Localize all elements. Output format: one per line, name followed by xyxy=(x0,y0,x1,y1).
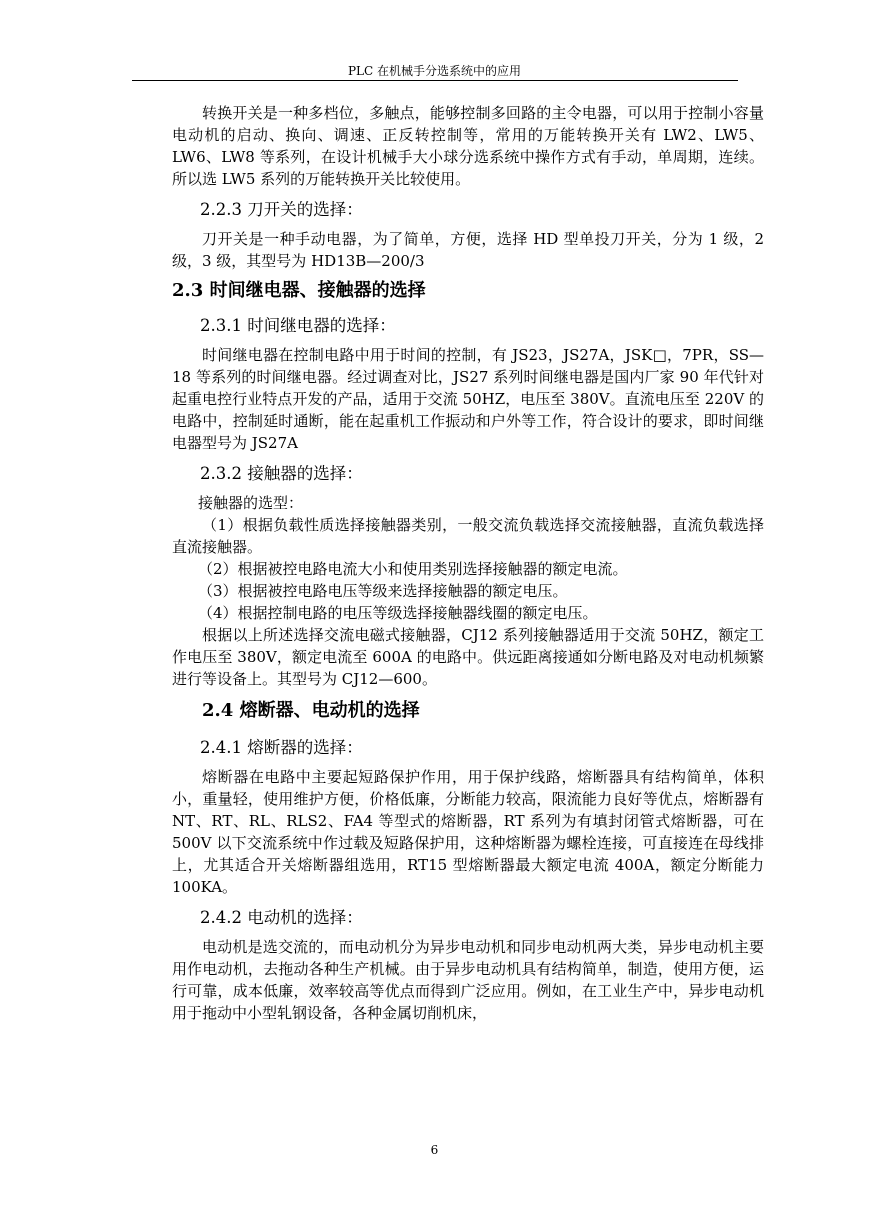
switch-paragraph: 转换开关是一种多档位，多触点，能够控制多回路的主令电器，可以用于控制小容量电动机的启动、换向、调速、正反转控制等，常用的万能转换开关有 LW2、LW5、LW6、LW8 等系列，在设计机械手大小球分选系统中操作方式有手动，单周期，连续。所以选 LW5 系列的万能转换开关比较使用。 xyxy=(172,104,764,188)
contactor-paragraph: 根据以上所述选择交流电磁式接触器，CJ12 系列接触器适用于交流 50HZ，额定工作电压至 380V，额定电流至 600A 的电路中。供远距离接通如分断电路及对电动机频繁进行等设备上。其型号为 CJ12—600。 xyxy=(172,626,764,688)
contactor-item-4: （4）根据控制电路的电压等级选择接触器线圈的额定电压。 xyxy=(198,604,598,622)
contactor-intro: 接触器的选型： xyxy=(198,494,304,512)
heading-2-3-1: 2.3.1 时间继电器的选择： xyxy=(200,316,396,335)
running-header: PLC 在机械手分选系统中的应用 xyxy=(347,64,522,78)
time-relay-paragraph: 时间继电器在控制电路中用于时间的控制，有 JS23，JS27A，JSK□，7PR，SS—18 等系列的时间继电器。经过调查对比，JS27 系列时间继电器是国内厂家 90 年代针对起重电控行业特点开发的产品，适用于交流 50HZ，电压至 380V。直流电压至 220V 的电路中，控制延时通断，能在起重机工作振动和户外等工作，符合设计的要求，即时间继电器型号为 JS27A xyxy=(172,346,764,452)
contactor-item-2: （2）根据被控电路电流大小和使用类别选择接触器的额定电流。 xyxy=(198,560,628,578)
page-number: 6 xyxy=(430,1143,439,1157)
contactor-item-3: （3）根据被控电路电压等级来选择接触器的额定电压。 xyxy=(198,582,568,600)
page-body xyxy=(172,102,764,1024)
motor-paragraph: 电动机是选交流的，而电动机分为异步电动机和同步电动机两大类，异步电动机主要用作电动机，去拖动各种生产机械。由于异步电动机具有结构简单，制造，使用方便，运行可靠，成本低廉，效率较高等优点而得到广泛应用。例如，在工业生产中，异步电动机用于拖动中小型轧钢设备，各种金属切削机床， xyxy=(172,938,764,1022)
heading-2-4-2: 2.4.2 电动机的选择： xyxy=(200,908,363,927)
knife-switch-paragraph: 刀开关是一种手动电器，为了简单，方便，选择 HD 型单投刀开关，分为 1 级，2 级，3 级，其型号为 HD13B—200/3 xyxy=(172,230,764,270)
heading-2-3-2: 2.3.2 接触器的选择： xyxy=(200,464,363,483)
header-rule xyxy=(132,80,738,81)
contactor-item-1: （1）根据负载性质选择接触器类别，一般交流负载选择交流接触器，直流负载选择直流接触器。 xyxy=(172,516,764,556)
heading-2-4-1: 2.4.1 熔断器的选择： xyxy=(200,738,363,757)
heading-2-3: 2.3 时间继电器、接触器的选择 xyxy=(172,280,426,301)
heading-2-2-3: 2.2.3 刀开关的选择： xyxy=(200,200,363,219)
heading-2-4: 2.4 熔断器、电动机的选择 xyxy=(202,700,420,721)
fuse-paragraph: 熔断器在电路中主要起短路保护作用，用于保护线路，熔断器具有结构简单，体积小，重量轻，使用维护方便，价格低廉，分断能力较高，限流能力良好等优点，熔断器有 NT、RT、RL、RLS2、FA4 等型式的熔断器，RT 系列为有填封闭管式熔断器，可在 500V 以下交流系统中作过载及短路保护用，这种熔断器为螺栓连接，可直接连在母线排上，尤其适合开关熔断器组选用，RT15 型熔断器最大额定电流 400A，额定分断能力 100KA。 xyxy=(172,768,764,896)
